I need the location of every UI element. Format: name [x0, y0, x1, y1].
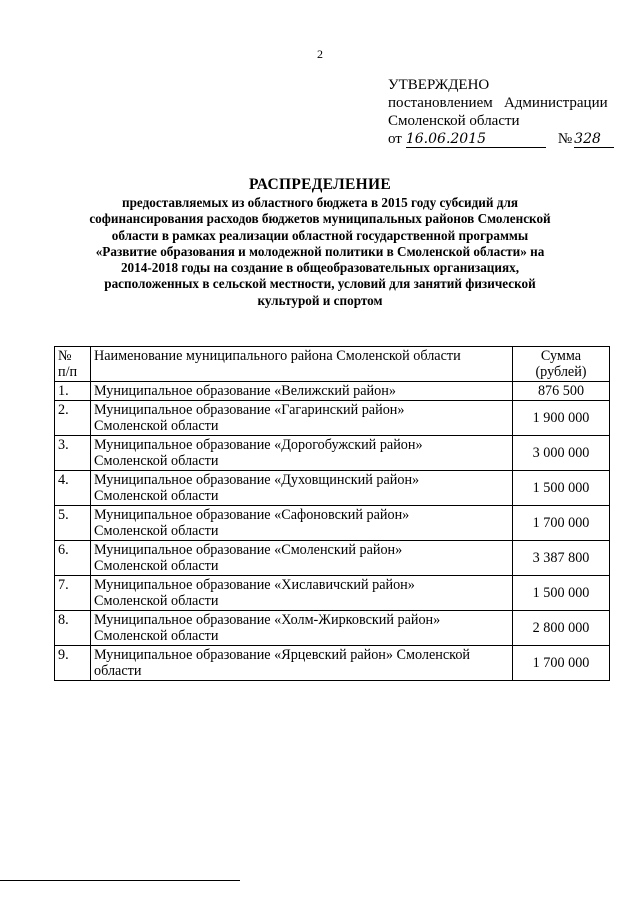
table-row: [55, 382, 610, 401]
row-name-line: Муниципальное образование «Смоленский район»: [94, 542, 403, 558]
row-name-line: Муниципальное образование «Велижский район»: [94, 383, 396, 399]
row-name: [91, 646, 513, 681]
subtitle-line: «Развитие образования и молодежной политики в Смоленской области» на: [95, 243, 545, 259]
number-label: №: [557, 131, 573, 147]
header-sum: [513, 347, 610, 382]
table-row: [55, 471, 610, 506]
row-name: [91, 576, 513, 611]
row-name-line: Смоленской области: [94, 628, 219, 644]
approval-date-row: [388, 130, 614, 148]
date-prefix: от: [388, 131, 402, 147]
row-sum: 2 800 000: [513, 611, 610, 646]
header-sum-line2: (рублей): [535, 364, 587, 380]
row-num: 3.: [55, 436, 91, 471]
row-name: [91, 401, 513, 436]
row-name-line: Смоленской области: [94, 418, 219, 434]
document-subtitle: [60, 195, 580, 309]
table-row: [55, 401, 610, 436]
row-sum: 1 500 000: [513, 471, 610, 506]
subtitle-line: расположенных в сельской местности, условий для занятий физической: [104, 276, 536, 292]
page-number: 2: [317, 47, 323, 61]
row-name-line: области: [94, 663, 142, 679]
row-num: 4.: [55, 471, 91, 506]
row-name-line: Муниципальное образование «Холм-Жирковский район»: [94, 612, 441, 628]
subtitle-line: софинансирования расходов бюджетов муниципальных районов Смоленской: [89, 211, 551, 227]
row-name: [91, 611, 513, 646]
row-sum: 1 900 000: [513, 401, 610, 436]
row-name: [91, 436, 513, 471]
header-num: [55, 347, 91, 382]
row-num: 7.: [55, 576, 91, 611]
header-num-line2: п/п: [58, 364, 78, 380]
handwritten-date: 16.06.2015: [406, 131, 546, 148]
row-name-line: Муниципальное образование «Духовщинский район»: [94, 472, 420, 488]
table-row: [55, 611, 610, 646]
table-row: [55, 506, 610, 541]
row-sum: 876 500: [513, 382, 610, 401]
subtitle-line: предоставляемых из областного бюджета в 2015 году субсидий для: [122, 195, 518, 210]
handwritten-number: 328: [574, 131, 614, 148]
table-row: [55, 576, 610, 611]
row-name-line: Муниципальное образование «Хиславичский район»: [94, 577, 415, 593]
approval-block: [388, 76, 614, 148]
distribution-table: [54, 346, 610, 681]
row-name-line: Муниципальное образование «Дорогобужский район»: [94, 437, 423, 453]
row-num: 2.: [55, 401, 91, 436]
row-sum: 3 000 000: [513, 436, 610, 471]
table-header-row: [55, 347, 610, 382]
row-num: 6.: [55, 541, 91, 576]
subtitle-line: области в рамках реализации областной государственной программы: [111, 227, 529, 243]
row-sum: 3 387 800: [513, 541, 610, 576]
row-name-line: Смоленской области: [94, 593, 219, 609]
row-name-line: Смоленской области: [94, 488, 219, 504]
subtitle-line: культурой и спортом: [257, 292, 383, 308]
row-name-line: Смоленской области: [94, 558, 219, 574]
document-title: РАСПРЕДЕЛЕНИЕ: [249, 176, 391, 193]
footer-divider: [0, 880, 240, 881]
row-name-line: Смоленской области: [94, 453, 219, 469]
row-num: 8.: [55, 611, 91, 646]
row-name: [91, 382, 513, 401]
table-row: [55, 646, 610, 681]
row-sum: 1 500 000: [513, 576, 610, 611]
row-sum: 1 700 000: [513, 506, 610, 541]
row-name-line: Муниципальное образование «Гагаринский район»: [94, 402, 405, 418]
row-name: [91, 541, 513, 576]
row-num: 1.: [55, 382, 91, 401]
header-num-line1: №: [58, 348, 72, 364]
table-row: [55, 541, 610, 576]
approval-title: УТВЕРЖДЕНО: [388, 77, 490, 93]
subtitle-line: 2014-2018 годы на создание в общеобразовательных организациях,: [120, 260, 520, 276]
row-sum: 1 700 000: [513, 646, 610, 681]
row-name-line: Муниципальное образование «Ярцевский район» Смоленской: [94, 647, 471, 663]
row-name: [91, 506, 513, 541]
row-name: [91, 471, 513, 506]
header-sum-line1: Сумма: [540, 348, 582, 364]
approval-line-1: постановлением Администрации: [388, 95, 608, 111]
header-name: Наименование муниципального района Смоленской области: [91, 347, 513, 382]
table-row: [55, 436, 610, 471]
row-num: 9.: [55, 646, 91, 681]
row-num: 5.: [55, 506, 91, 541]
row-name-line: Смоленской области: [94, 523, 219, 539]
row-name-line: Муниципальное образование «Сафоновский район»: [94, 507, 410, 523]
approval-line-2: Смоленской области: [388, 113, 520, 129]
